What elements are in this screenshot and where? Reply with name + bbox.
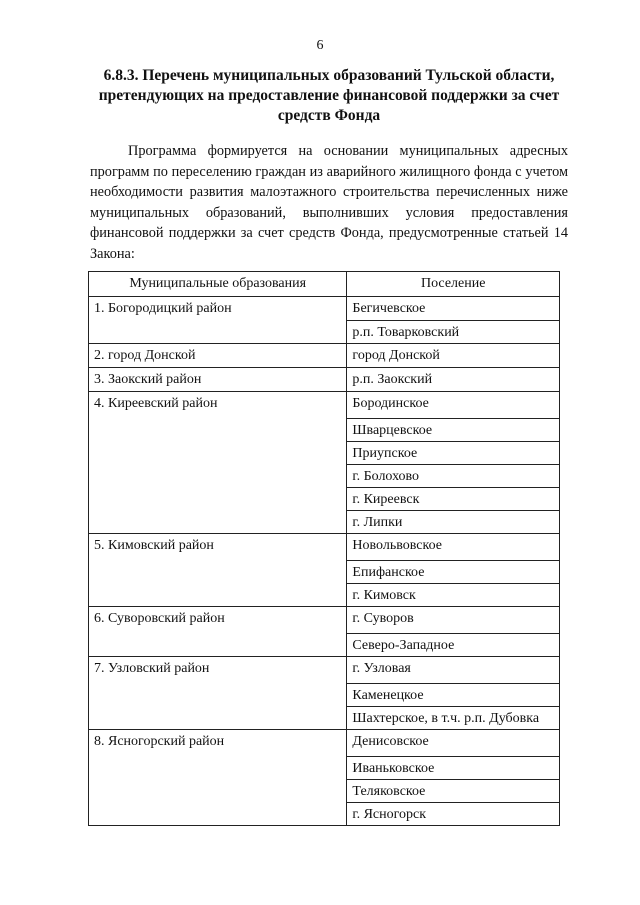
heading-line-2: претендующих на предоставление финансовой поддержки за счет — [98, 87, 560, 104]
table-row — [89, 392, 560, 419]
table-body — [89, 297, 560, 826]
settlement-cell: г. Болохово — [347, 465, 560, 488]
table-row — [89, 657, 560, 684]
municipalities-table — [88, 271, 560, 826]
section-heading — [90, 66, 568, 126]
settlement-cell: г. Кимовск — [347, 584, 560, 607]
municipality-cell: 3. Заокский район — [89, 368, 347, 392]
settlement-cell: р.п. Товарковский — [347, 321, 560, 344]
settlement-cell: р.п. Заокский — [347, 368, 560, 392]
settlement-cell: г. Липки — [347, 511, 560, 534]
municipality-cell: 1. Богородицкий район — [89, 297, 347, 344]
municipality-cell: 6. Суворовский район — [89, 607, 347, 657]
settlement-cell: г. Узловая — [347, 657, 560, 684]
municipality-cell: 4. Киреевский район — [89, 392, 347, 534]
settlement-cell: Бегичевское — [347, 297, 560, 321]
municipality-cell: 8. Ясногорский район — [89, 730, 347, 826]
settlement-cell: Денисовское — [347, 730, 560, 757]
table-row — [89, 344, 560, 368]
table-row — [89, 534, 560, 561]
table-header-row — [89, 272, 560, 297]
settlement-cell: Епифанское — [347, 561, 560, 584]
settlement-cell: Иваньковское — [347, 757, 560, 780]
settlement-cell: г. Ясногорск — [347, 803, 560, 826]
heading-line-1: 6.8.3. Перечень муниципальных образований Тульской области, — [103, 67, 555, 84]
header-municipalities: Муниципальные образования — [89, 272, 347, 297]
settlement-cell: Каменецкое — [347, 684, 560, 707]
page-number: 6 — [316, 38, 324, 53]
header-settlement: Поселение — [347, 272, 560, 297]
settlement-cell: г. Киреевск — [347, 488, 560, 511]
municipality-cell: 7. Узловский район — [89, 657, 347, 730]
heading-line-3: средств Фонда — [277, 107, 381, 124]
table-row — [89, 730, 560, 757]
settlement-cell: Новольвовское — [347, 534, 560, 561]
settlement-cell: Северо-Западное — [347, 634, 560, 657]
municipality-cell: 2. город Донской — [89, 344, 347, 368]
settlement-cell: г. Суворов — [347, 607, 560, 634]
table-row — [89, 368, 560, 392]
settlement-cell: Теляковское — [347, 780, 560, 803]
settlement-cell: город Донской — [347, 344, 560, 368]
settlement-cell: Шахтерское, в т.ч. р.п. Дубовка — [347, 707, 560, 730]
settlement-cell: Бородинское — [347, 392, 560, 419]
municipality-cell: 5. Кимовский район — [89, 534, 347, 607]
table-row — [89, 297, 560, 321]
settlement-cell: Шварцевское — [347, 419, 560, 442]
settlement-cell: Приупское — [347, 442, 560, 465]
intro-paragraph: Программа формируется на основании муниципальных адресных программ по переселению граждан из аварийного жилищного фонда с учетом необходимости развития малоэтажного строительства перечисленных ниже муниципальных образований, выполнивших условия предоставления финансовой поддержки за счет средств Фонда, предусмотренные статьей 14 Закона: — [90, 143, 568, 262]
table-row — [89, 607, 560, 634]
